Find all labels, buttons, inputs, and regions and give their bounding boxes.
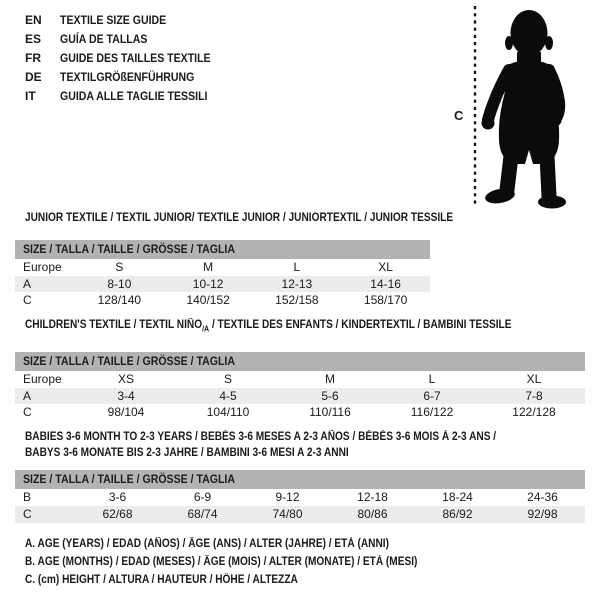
size-cell: 98/104	[107, 405, 145, 419]
table-row	[15, 371, 585, 388]
size-header-band: SIZE / TALLA / TAILLE / GRÖSSE / TAGLIA	[15, 240, 430, 259]
toddler-silhouette-graphic	[450, 4, 585, 212]
row-label: C	[23, 405, 32, 419]
table-row	[15, 259, 430, 276]
language-code: ES	[25, 32, 42, 46]
size-cell: 140/152	[186, 293, 230, 307]
row-label: Europe	[23, 260, 62, 274]
size-cell: M	[203, 260, 214, 274]
size-cell: 14-16	[370, 277, 401, 291]
size-cell: 152/158	[275, 293, 319, 307]
measure-legend	[25, 535, 471, 589]
size-cell: 4-5	[219, 389, 237, 403]
size-cell: 7-8	[525, 389, 543, 403]
size-cell: 122/128	[512, 405, 556, 419]
size-cell: 3-6	[108, 490, 127, 504]
size-cell: XS	[117, 372, 134, 386]
size-cell: 68/74	[187, 507, 218, 521]
table-row	[15, 506, 585, 523]
size-cell: 158/170	[363, 293, 408, 307]
size-cell: 10-12	[192, 277, 224, 291]
language-title: GUÍA DE TALLAS	[60, 32, 148, 46]
size-cell: 62/68	[102, 507, 133, 521]
language-code: IT	[25, 89, 36, 103]
size-cell: 86/92	[442, 507, 473, 521]
table-row	[15, 489, 585, 506]
legend-line-c: C. (cm) HEIGHT / ALTURA / HAUTEUR / HÖHE / ALTEZZA	[25, 574, 298, 586]
size-cell: S	[223, 372, 232, 386]
language-code: DE	[25, 70, 42, 84]
row-label: A	[23, 389, 32, 403]
size-cell: 18-24	[442, 490, 473, 504]
language-row-fr	[25, 49, 231, 68]
language-code: EN	[25, 13, 42, 27]
junior-textile-table	[15, 211, 454, 308]
table-row	[15, 388, 585, 404]
size-cell: 5-6	[321, 389, 339, 403]
size-cell: 74/80	[272, 507, 303, 521]
size-cell: M	[325, 372, 335, 386]
size-cell: L	[428, 372, 436, 386]
size-cell: 24-36	[527, 490, 558, 504]
language-row-it	[25, 87, 231, 106]
legend-line-b: B. AGE (MONTHS) / EDAD (MESES) / ÂGE (MOIS) / ALTER (MONATE) / ETÀ (MESI)	[25, 556, 418, 568]
size-cell: L	[293, 260, 301, 274]
row-label: C	[23, 293, 32, 307]
size-cell: 80/86	[357, 507, 388, 521]
language-title: TEXTILGRÖßENFÜHRUNG	[60, 70, 195, 84]
language-row-de	[25, 68, 231, 87]
row-label: A	[23, 277, 32, 291]
table-row	[15, 276, 430, 292]
size-cell: 116/122	[410, 405, 454, 419]
size-cell: 9-12	[275, 490, 300, 504]
size-cell: 3-4	[117, 389, 135, 403]
size-cell: XL	[526, 372, 542, 386]
language-title: GUIDA ALLE TAGLIE TESSILI	[60, 89, 208, 103]
toddler-silhouette	[482, 10, 567, 209]
language-code: FR	[25, 51, 41, 65]
language-row-en	[25, 11, 231, 30]
size-cell: 12-18	[357, 490, 388, 504]
size-cell: 8-10	[107, 277, 132, 291]
height-measure-label-c: C	[454, 108, 464, 123]
size-cell: 110/116	[309, 405, 351, 419]
table-title: CHILDREN'S TEXTILE / TEXTIL $NIÑO_{/A}$ / TEXTILE DES ENFANTS / KINDERTEXTIL / BAMBINI TESSILE	[25, 319, 512, 334]
size-header-band: SIZE / TALLA / TAILLE / GRÖSSE / TAGLIA	[15, 352, 585, 371]
language-list	[25, 11, 231, 106]
children-textile-table	[15, 318, 585, 420]
language-title: GUIDE DES TAILLES TEXTILE	[60, 51, 211, 65]
legend-line-a: A. AGE (YEARS) / EDAD (AÑOS) / ÂGE (ANS) / ALTER (JAHRE) / ETÀ (ANNI)	[25, 538, 389, 550]
size-cell: 6-7	[423, 389, 441, 403]
size-cell: 92/98	[527, 507, 558, 521]
size-cell: 6-9	[193, 490, 212, 504]
row-label: C	[23, 507, 32, 521]
row-label: B	[23, 490, 32, 504]
size-header-band: SIZE / TALLA / TAILLE / GRÖSSE / TAGLIA	[15, 470, 585, 489]
row-label: Europe	[23, 372, 62, 386]
language-row-es	[25, 30, 231, 49]
table-title: JUNIOR TEXTILE / TEXTIL JUNIOR/ TEXTILE JUNIOR / JUNIORTEXTIL / JUNIOR TESSILE	[25, 212, 454, 224]
size-cell: XL	[378, 260, 393, 274]
size-cell: 12-13	[281, 277, 313, 291]
size-cell: S	[115, 260, 124, 274]
table-row	[15, 292, 430, 308]
size-cell: 128/140	[97, 293, 142, 307]
table-row	[15, 404, 585, 420]
table-title: BABIES 3-6 MONTH TO 2-3 YEARS / BEBÉS 3-6 MESES A 2-3 AÑOS / BÉBÉS 3-6 MOIS À 2-3 ANS / BABYS 3-6 MONATE BIS 2-3 JAHRE / BAMBINI 3-6 MESI A 2-3 ANNI	[25, 431, 497, 459]
child-figure	[450, 4, 585, 212]
size-cell: 104/110	[206, 405, 250, 419]
language-title: TEXTILE SIZE GUIDE	[60, 13, 167, 27]
babies-textile-table	[15, 429, 585, 523]
